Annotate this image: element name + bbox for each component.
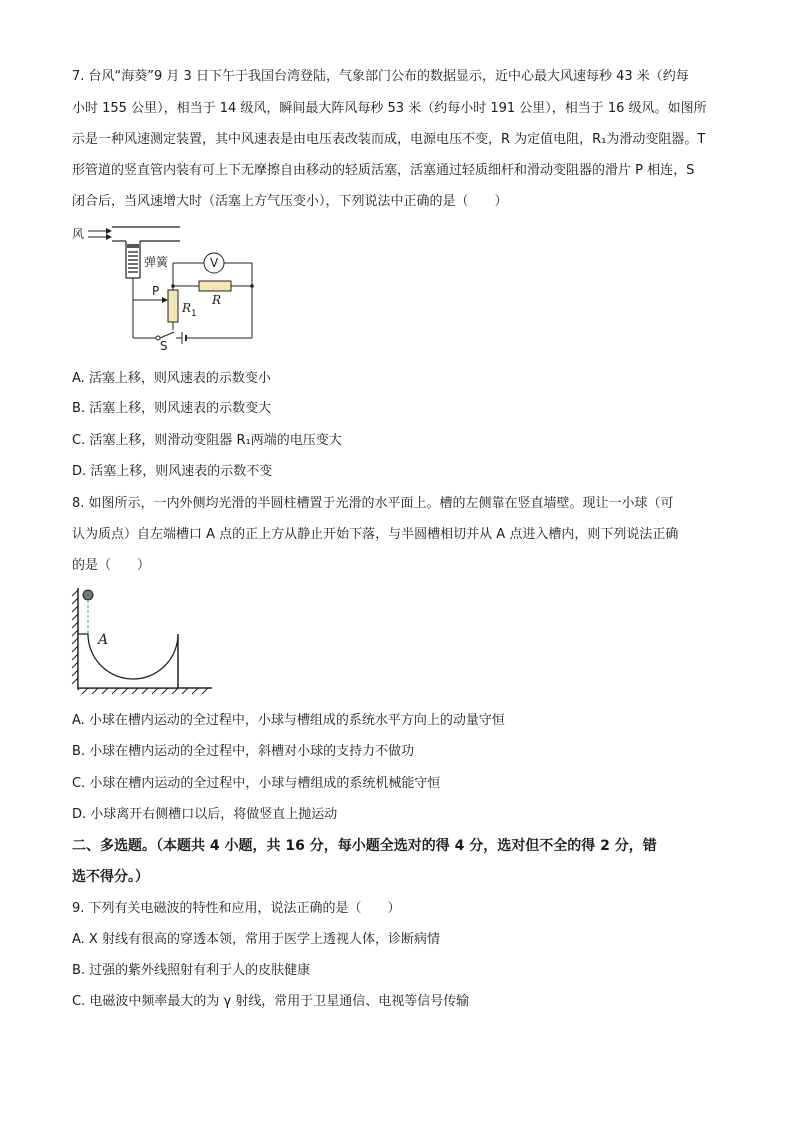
q8-groove-figure — [70, 582, 220, 698]
voltmeter-label: V — [210, 256, 219, 270]
q7-stem-line-4: 形管道的竖直管内装有可上下无摩擦自由移动的轻质活塞，活塞通过轻质细杆和滑动变阻器的滑片 P 相连，S — [72, 163, 695, 178]
q7-stem-line-2: 小时 155 公里），相当于 14 级风，瞬间最大阵风每秒 53 米（约每小时 191 公里），相当于 16 级风。如图所 — [72, 101, 707, 116]
q9-option-b: B. 过强的紫外线照射有利于人的皮肤健康 — [72, 963, 311, 978]
half-cylinder-groove — [78, 634, 178, 688]
q7-circuit-figure — [70, 222, 260, 352]
q8-option-a: A. 小球在槽内运动的全过程中，小球与槽组成的系统水平方向上的动量守恒 — [72, 713, 505, 728]
q8-option-b: B. 小球在槽内运动的全过程中，斜槽对小球的支持力不做功 — [72, 744, 415, 759]
rheostat-r1 — [168, 290, 178, 322]
switch-s-label: S — [160, 339, 168, 352]
q9-option-a: A. X 射线有很高的穿透本领，常用于医学上透视人体，诊断病情 — [72, 932, 440, 947]
wind-label: 风 — [72, 227, 85, 241]
battery-icon — [182, 332, 186, 344]
r1-label: R — [182, 301, 192, 315]
q7-option-b: B. 活塞上移，则风速表的示数变大 — [72, 401, 272, 416]
q9-stem: 9. 下列有关电磁波的特性和应用，说法正确的是（ ） — [72, 901, 401, 916]
r1-subscript: 1 — [191, 309, 197, 319]
q8-stem-line-1: 8. 如图所示，一内外侧均光滑的半圆柱槽置于光滑的水平面上。槽的左侧靠在竖直墙壁。现让一小球（可 — [72, 496, 674, 511]
resistor-r — [199, 281, 231, 291]
spring-icon — [128, 252, 138, 272]
q7-stem-line-5: 闭合后，当风速增大时（活塞上方气压变小），下列说法中正确的是（ ） — [72, 194, 508, 209]
ball-icon — [83, 590, 93, 600]
q9-option-c: C. 电磁波中频率最大的为 γ 射线，常用于卫星通信、电视等信号传输 — [72, 994, 470, 1009]
q7-option-c: C. 活塞上移，则滑动变阻器 R₁两端的电压变大 — [72, 433, 342, 448]
section2-heading-line-1: 二、多选题。（本题共 4 小题，共 16 分，每小题全选对的得 4 分，选对但不全的得 2 分，错 — [72, 838, 657, 854]
q7-stem-line-1: 7. 台风“海葵”9 月 3 日下午于我国台湾登陆，气象部门公布的数据显示，近中心最大风速每秒 43 米（约每 — [72, 69, 689, 84]
r-label: R — [212, 293, 222, 307]
section2-heading-line-2: 选不得分。） — [72, 869, 149, 885]
slider-p-label: P — [152, 284, 160, 298]
q8-option-d: D. 小球离开右侧槽口以后，将做竖直上抛运动 — [72, 807, 338, 822]
point-a-label: A — [98, 632, 109, 648]
spring-label: 弹簧 — [144, 255, 169, 269]
q7-option-a: A. 活塞上移，则风速表的示数变小 — [72, 371, 271, 386]
q7-stem-line-3: 示是一种风速测定装置，其中风速表是由电压表改装而成，电源电压不变，R 为定值电阻，R₁为滑动变阻器。T — [72, 132, 706, 147]
q8-stem-line-3: 的是（ ） — [72, 558, 151, 573]
q7-option-d: D. 活塞上移，则风速表的示数不变 — [72, 464, 273, 479]
q8-stem-line-2: 认为质点）自左端槽口 A 点的正上方从静止开始下落，与半圆槽相切并从 A 点进入槽内，则下列说法正确 — [72, 527, 679, 542]
q8-option-c: C. 小球在槽内运动的全过程中，小球与槽组成的系统机械能守恒 — [72, 776, 441, 791]
